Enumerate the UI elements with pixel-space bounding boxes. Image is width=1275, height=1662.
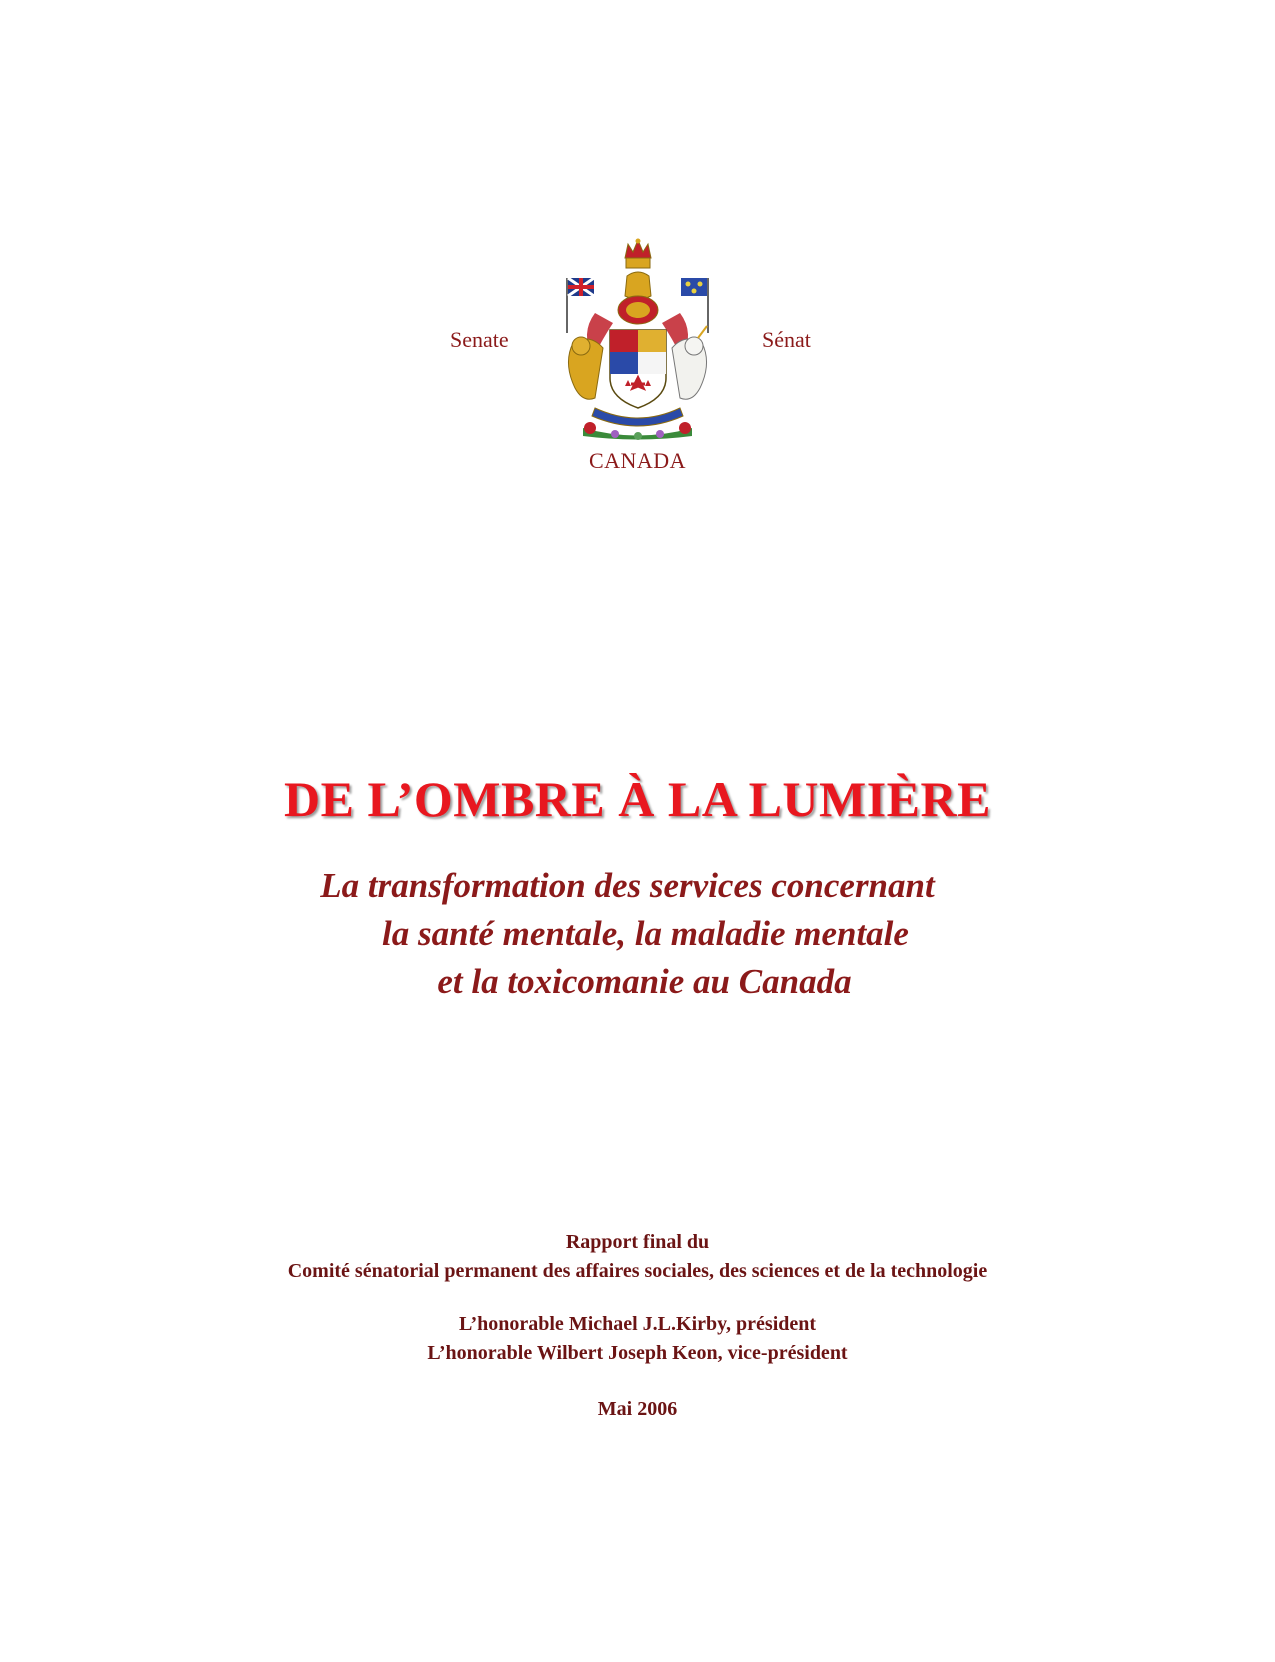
report-info bbox=[0, 1228, 1275, 1286]
publication-date: Mai 2006 bbox=[597, 1398, 678, 1420]
subtitle-line: La transformation des services concernant bbox=[320, 866, 935, 905]
chair-name: L’honorable Michael J.L.Kirby, président bbox=[458, 1313, 817, 1335]
canada-coat-of-arms-icon bbox=[555, 238, 720, 443]
subtitle-line: la santé mentale, la maladie mentale bbox=[382, 914, 909, 953]
subtitle-line: et la toxicomanie au Canada bbox=[437, 962, 852, 1001]
committee-name: Comité sénatorial permanent des affaires sociales, des sciences et de la technologie bbox=[287, 1260, 988, 1282]
senate-label-en: Senate bbox=[450, 327, 509, 352]
lion-crest-icon bbox=[618, 272, 658, 324]
committee-officers bbox=[0, 1310, 1275, 1368]
motto-ribbon-icon bbox=[592, 408, 683, 426]
country-label: CANADA bbox=[588, 448, 687, 473]
shield-icon bbox=[610, 330, 666, 408]
vice-chair-name: L’honorable Wilbert Joseph Keon, vice-président bbox=[427, 1342, 848, 1364]
lion-supporter-icon bbox=[568, 337, 603, 399]
document-title: DE L’OMBRE À LA LUMIÈRE bbox=[284, 771, 991, 827]
report-line: Rapport final du bbox=[565, 1231, 710, 1253]
document-subtitle bbox=[0, 862, 1275, 1006]
crown-icon bbox=[625, 239, 651, 269]
senate-label-fr: Sénat bbox=[762, 327, 811, 352]
